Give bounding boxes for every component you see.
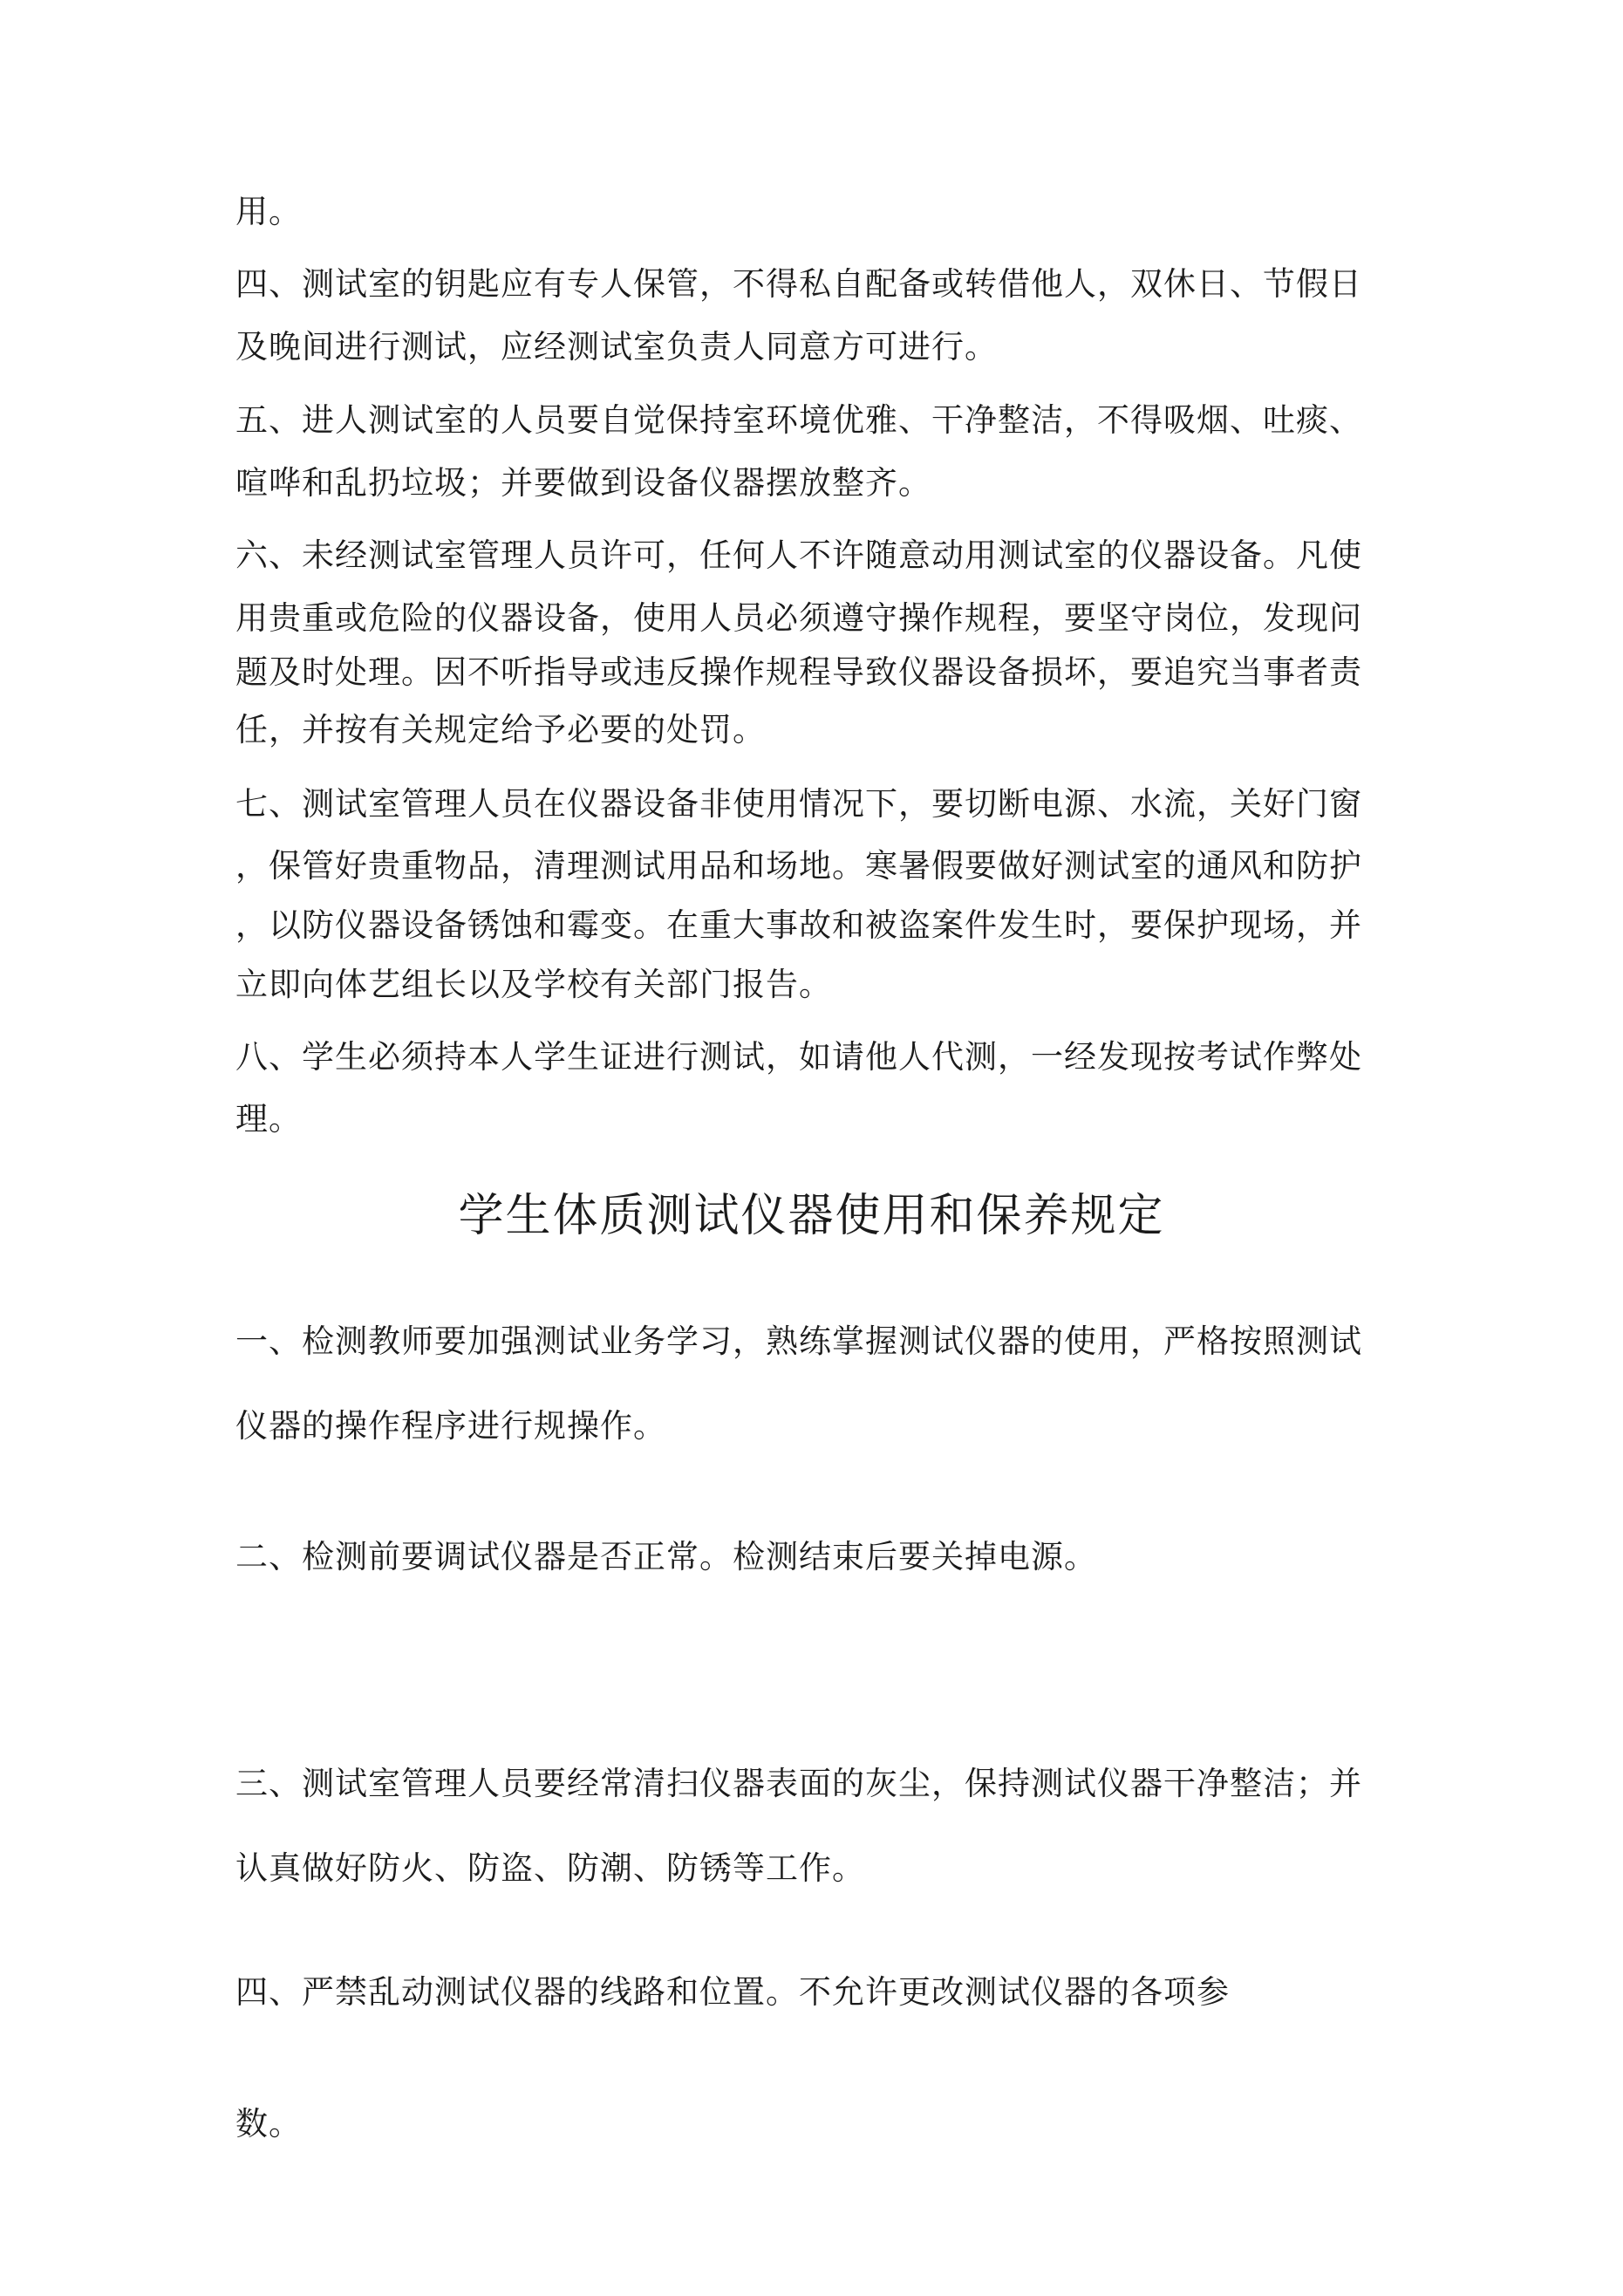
text-line: 七、测试室管理人员在仪器设备非使用情况下，要切断电源、水流，关好门窗 bbox=[235, 785, 1362, 823]
text-line: 三、测试室管理人员要经常清扫仪器表面的灰尘，保持测试仪器干净整洁；并 bbox=[235, 1765, 1362, 1802]
text-line: 四、测试室的钥匙应有专人保管，不得私自配备或转借他人，双休日、节假日 bbox=[235, 265, 1362, 303]
text-line: 一、检测教师要加强测试业务学习，熟练掌握测试仪器的使用，严格按照测试 bbox=[235, 1322, 1362, 1360]
text-line: 任，并按有关规定给予必要的处罚。 bbox=[235, 711, 766, 748]
text-line: 立即向体艺组长以及学校有关部门报告。 bbox=[235, 966, 832, 1003]
section-title: 学生体质测试仪器使用和保养规定 bbox=[458, 1190, 1165, 1242]
text-line: 用。 bbox=[235, 193, 302, 230]
text-line: 及晚间进行测试，应经测试室负责人同意方可进行。 bbox=[235, 328, 998, 366]
text-line: 八、学生必须持本人学生证进行测试，如请他人代测，一经发现按考试作弊处 bbox=[235, 1038, 1362, 1076]
text-line: 用贵重或危险的仪器设备，使用人员必须遵守操作规程，要坚守岗位，发现问 bbox=[235, 599, 1362, 637]
text-line: 六、未经测试室管理人员许可，任何人不许随意动用测试室的仪器设备。凡使 bbox=[235, 536, 1362, 574]
text-line: 四、严禁乱动测试仪器的线路和位置。不允许更改测试仪器的各项参 bbox=[235, 1973, 1230, 2011]
text-line: 理。 bbox=[235, 1100, 302, 1138]
text-line: ，保管好贵重物品，清理测试用品和场地。寒暑假要做好测试室的通风和防护 bbox=[235, 847, 1362, 885]
text-line: ，以防仪器设备锈蚀和霉变。在重大事故和被盗案件发生时，要保护现场，并 bbox=[235, 906, 1362, 944]
text-line: 喧哗和乱扔垃圾；并要做到设备仪器摆放整齐。 bbox=[235, 464, 931, 502]
text-line: 认真做好防火、防盗、防潮、防锈等工作。 bbox=[235, 1849, 865, 1887]
text-line: 仪器的操作程序进行规操作。 bbox=[235, 1407, 666, 1445]
text-line: 题及时处理。因不听指导或违反操作规程导致仪器设备损坏，要追究当事者责 bbox=[235, 653, 1362, 691]
text-line: 五、进人测试室的人员要自觉保持室环境优雅、干净整洁，不得吸烟、吐痰、 bbox=[235, 401, 1362, 439]
text-line: 二、检测前要调试仪器是否正常。检测结束后要关掉电源。 bbox=[235, 1538, 1097, 1575]
text-line: 数。 bbox=[235, 2105, 302, 2142]
